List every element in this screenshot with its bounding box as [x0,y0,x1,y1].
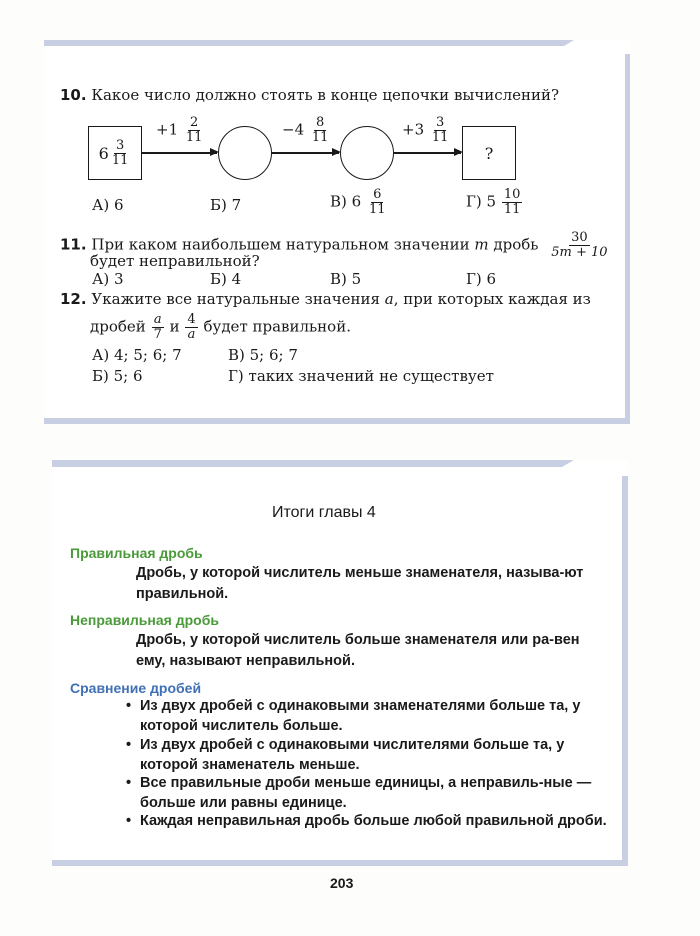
summary-title: Итоги главы 4 [272,504,376,521]
box-bottom-border [44,418,630,424]
option-11-b: Б) 4 [210,270,242,288]
box-top-border [44,40,564,46]
p12-fraction-1: $\frac{a}{7}$ [153,312,162,342]
p12-fraction-2: $\frac{4}{a}$ [187,312,196,342]
option-12-a: А) 4; 5; 6; 7 [92,346,182,364]
option-10-c: В) 6 $\frac{6}{11}$ [330,187,386,217]
problem-11-statement: 11. При каком наибольшем натуральном значении m дробь $\frac{30}{5m + 10}$ [60,230,608,260]
comparison-rule-4: • Каждая неправильная дробь больше любой правильной дроби. [126,813,607,829]
box-tab-corner [562,460,574,467]
def-proper-fraction: Дробь, у которой числитель меньше знаменателя, называ-ют правильной. [136,565,584,602]
problem-12-line2: дробей $\frac{a}{7}$ и $\frac{4}{a}$ будет правильной. [90,312,351,342]
option-12-c: В) 5; 6; 7 [228,346,298,364]
bullet-icon: • [126,698,132,714]
term-proper-fraction: Правильная дробь [70,545,203,561]
term-comparing-fractions: Сравнение дробей [70,680,202,696]
chain-end-box: ? [462,126,516,180]
comparison-rule-3: • Все правильные дроби меньше единицы, а неправиль-ные — больше или равны единице. [126,775,592,811]
box-bottom-border [52,860,628,866]
box-top-border [52,460,562,467]
box-right-border [625,54,630,424]
page-number: 203 [330,875,354,891]
chain-arrow-3 [394,152,461,154]
option-12-d: Г) таких значений не существует [228,367,494,385]
option-10-a: А) 6 [92,196,124,214]
option-11-d: Г) 6 [466,270,497,288]
option-10-d: Г) 5 $\frac{10}{11}$ [466,187,521,217]
option-12-b: Б) 5; 6 [92,367,143,385]
p11-fraction: $\frac{30}{5m + 10}$ [551,230,608,260]
chain-arrow-2 [272,152,339,154]
comparison-rule-2: • Из двух дробей с одинаковыми числителями больше та, у которой знаменатель меньше. [126,737,565,773]
problem-11-line2: будет неправильной? [90,252,260,270]
bullet-icon: • [126,775,132,791]
bullet-icon: • [126,737,132,753]
chain-circle-1 [218,126,272,180]
problem-12-statement: 12. Укажите все натуральные значения a, при которых каждая из [60,290,591,308]
chain-arrow-1 [141,152,217,154]
term-improper-fraction: Неправильная дробь [70,612,219,628]
chain-circle-2 [340,126,394,180]
box-tab-corner [564,40,574,46]
bullet-icon: • [126,813,132,829]
chain-op-1: +1 $\frac{2}{11}$ [156,115,203,145]
problem-number: 10. [60,86,87,104]
chain-start-box [88,126,142,180]
box-right-border [622,476,628,866]
problem-10-statement [60,86,559,104]
problem-text: Какое число должно стоять в конце цепочки вычислений? [91,86,560,104]
start-fraction: $\frac{3}{11}$ [111,137,129,168]
def-improper-fraction: Дробь, у которой числитель больше знаменателя или ра-вен ему, называют неправильной. [136,632,580,669]
chain-op-2: −4 $\frac{8}{11}$ [282,115,329,145]
option-11-a: А) 3 [92,270,124,288]
option-10-b: Б) 7 [210,196,242,214]
start-whole: 6 [98,143,109,163]
comparison-rule-1: • Из двух дробей с одинаковыми знаменателями больше та, у которой числитель больше. [126,698,581,734]
chain-op-3: +3 $\frac{3}{11}$ [402,115,449,145]
option-11-c: В) 5 [330,270,362,288]
